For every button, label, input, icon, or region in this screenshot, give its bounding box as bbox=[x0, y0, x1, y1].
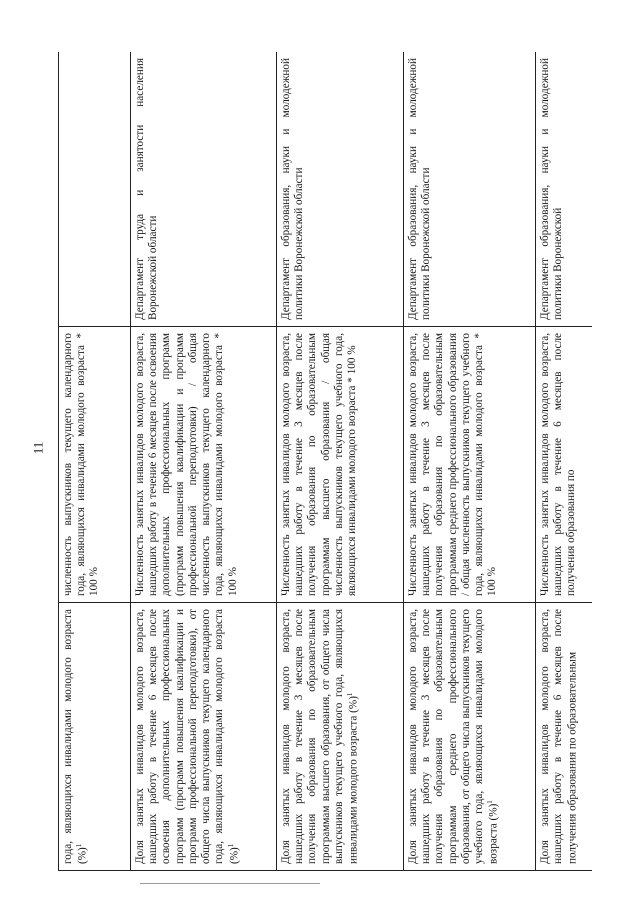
table-cell-responsible bbox=[277, 52, 404, 326]
formula-text: численность выпускников текущего календарного года, являющихся инвалидами молодого возраста * 100 % bbox=[62, 333, 101, 596]
indicator-text: Доля занятых инвалидов молодого возраста, нашедших работу в течение 3 месяцев после получения образования по образовательным программам среднего профессионального образования, от общего числа выпускников текущего учебного года, являющихся инвалидами молодого возраста (%) bbox=[407, 609, 501, 864]
footnote-mark: 1 bbox=[226, 843, 235, 848]
responsible-text: Департамент образования, науки и молодежной политики Воронежской области bbox=[280, 58, 306, 320]
responsible-text: Департамент труда и занятости населения Воронежской области bbox=[134, 58, 160, 320]
page-number: 11 bbox=[30, 441, 46, 455]
indicator-text: года, являющихся инвалидами молодого возраста (%) bbox=[62, 609, 89, 864]
table-cell-formula bbox=[536, 326, 592, 602]
table-cell-indicator bbox=[536, 602, 592, 870]
indicator-text: Доля занятых инвалидов молодого возраста, нашедших работу в течение 6 месяцев после получения образования по образовательным bbox=[539, 609, 580, 864]
formula-text: Численность занятых инвалидов молодого возраста, нашедших работу в течение 3 месяцев после получения образования по образовательным программам высшего образования / общая численность выпускников текущего учебного года, являющихся инвалидами молодого возраста * 100 % bbox=[280, 333, 359, 596]
responsible-text: Департамент образования, науки и молодежной политики Воронежской bbox=[539, 58, 565, 320]
formula-text: Численность занятых инвалидов молодого возраста, нашедших работу в течение 6 месяцев после освоения дополнительных профессиональных программ (программ повышения квалификации и программ профессиональной переподготовки) / общая численность выпускников текущего календарного года, являющихся инвалидами молодого возраста * 100 % bbox=[134, 333, 239, 596]
formula-text: Численность занятых инвалидов молодого возраста, нашедших работу в течение 3 месяцев после получения образования по образовательным программам среднего профессионального образования / общая численность выпускников текущего учебного года, являющихся инвалидами молодого возраста * 100 % bbox=[407, 333, 499, 596]
indicator-table-wrapper bbox=[58, 52, 592, 871]
indicator-text: Доля занятых инвалидов молодого возраста, нашедших работу в течение 3 месяцев после получения образования по образовательным программам высшего образования, от общего числа выпускников текущего учебного года, являющихся инвалидами молодого возраста (%) bbox=[280, 609, 360, 864]
footnote-mark: 1 bbox=[486, 800, 495, 804]
table-cell-indicator bbox=[277, 602, 404, 870]
table-cell-formula bbox=[277, 326, 404, 602]
table-cell-formula bbox=[404, 326, 536, 602]
footnote-mark: 1 bbox=[346, 692, 355, 697]
indicator-text: Доля занятых инвалидов молодого возраста, нашедших работу в течение 6 месяцев после освоения дополнительных профессиональных программ (программ повышения квалификации и программ профессиональной переподготовки), от общего числа выпускников текущего календарного года, являющихся инвалидами молодого возраста (%) bbox=[134, 609, 241, 864]
formula-text: Численность занятых инвалидов молодого возраста, нашедших работу в течение 6 месяцев после получения образования по bbox=[539, 333, 578, 596]
table-cell-indicator bbox=[59, 602, 131, 870]
table-cell-formula bbox=[131, 326, 277, 602]
table-cell-indicator bbox=[131, 602, 277, 870]
footnote-mark: 1 bbox=[75, 843, 84, 848]
bottom-divider bbox=[140, 883, 320, 884]
table-cell-responsible bbox=[536, 52, 592, 326]
table-cell-formula bbox=[59, 326, 131, 602]
table-cell-responsible bbox=[131, 52, 277, 326]
table-cell-responsible bbox=[404, 52, 536, 326]
table-cell-indicator bbox=[404, 602, 536, 870]
table-cell-responsible bbox=[59, 52, 131, 326]
indicator-table bbox=[58, 52, 592, 871]
responsible-text: Департамент образования, науки и молодежной политики Воронежской области bbox=[407, 58, 433, 320]
